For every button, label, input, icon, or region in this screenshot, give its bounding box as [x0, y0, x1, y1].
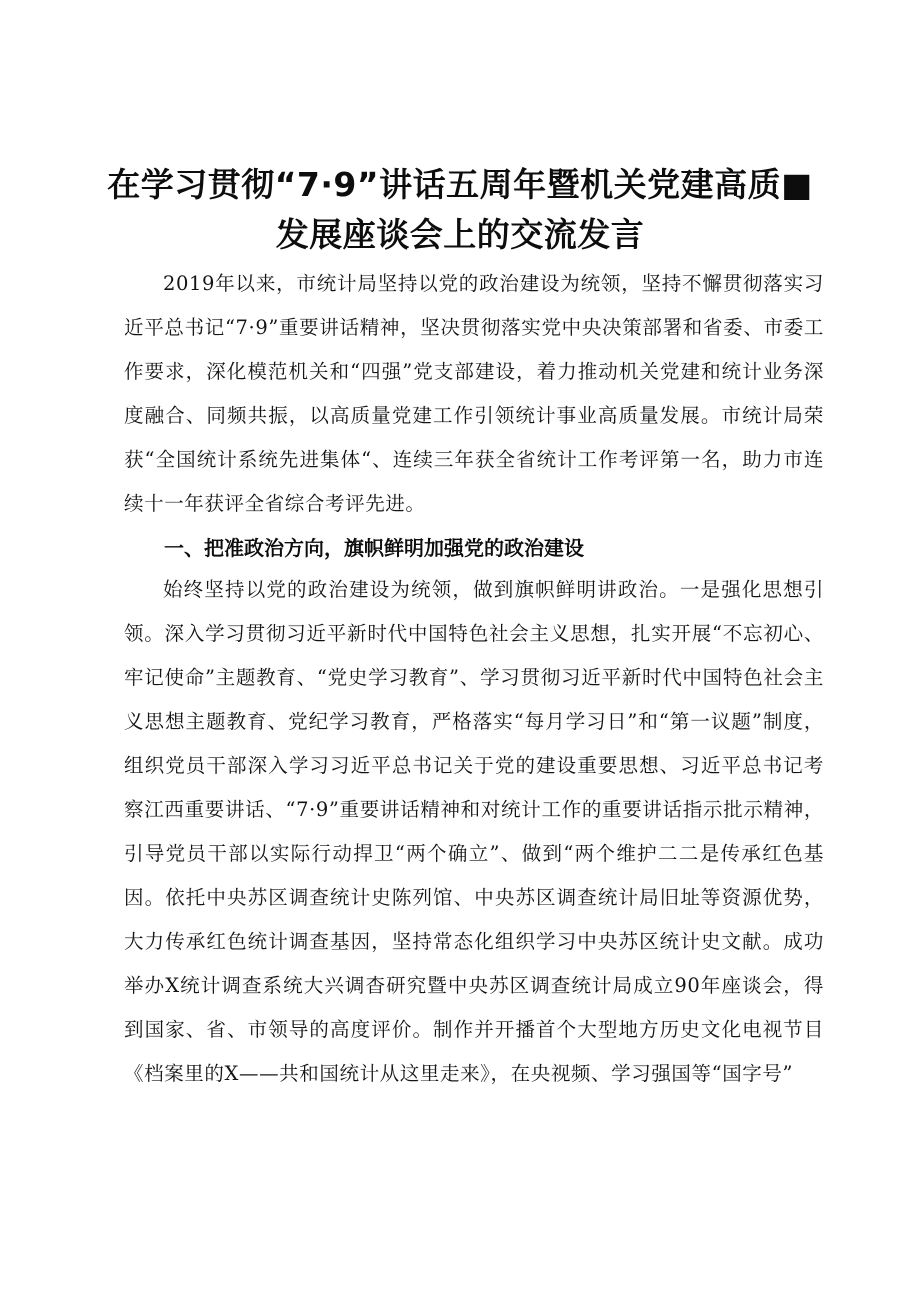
title-line-2: 发展座谈会上的交流发言 [275, 215, 645, 254]
section-heading-1: 一、把准政治方向，旗帜鲜明加强党的政治建设 [164, 536, 584, 560]
intro-paragraph: 2019年以来，市统计局坚持以党的政治建设为统领，坚持不懈贯彻落实习近平总书记“7·9”重要讲话精神，坚决贯彻落实党中央决策部署和省委、市委工作要求，深化模范机关和“四强”党支部建设，着力推动机关党建和统计业务深度融合、同频共振，以高质量党建工作引领统计事业高质量发展。市统计局荣获“全国统计系统先进集体“、连续三年获全省统计工作考评第一名，助力市连续十一年获评全省综合考评先进。 [124, 272, 824, 515]
title-line-1: 在学习贯彻“7·9”讲话五周年暨机关党建高质■ [107, 165, 813, 204]
section-1-paragraph: 始终坚持以党的政治建设为统领，做到旗帜鲜明讲政治。一是强化思想引领。深入学习贯彻习近平新时代中国特色社会主义思想，扎实开展“不忘初心、牢记使命”主题教育、“党史学习教育”、学习贯彻习近平新时代中国特色社会主义思想主题教育、党纪学习教育，严格落实“每月学习日”和“第一议题”制度，组织党员干部深入学习习近平总书记关于党的建设重要思想、习近平总书记考察江西重要讲话、“7·9”重要讲话精神和对统计工作的重要讲话指示批示精神，引导党员干部以实际行动捍卫“两个确立”、做到“两个维护二二是传承红色基因。依托中央苏区调查统计史陈列馆、中央苏区调查统计局旧址等资源优势，大力传承红色统计调查基因，坚持常态化组织学习中央苏区统计史文献。成功举办X统计调查系统大兴调杳研究暨中央苏区调查统计局成立90年座谈会，得到国家、省、市领导的高度评价。制作并开播首个大型地方历史文化电视节目《档案里的X——共和国统计从这里走来》，在央视频、学习强国等“国字号” [124, 578, 824, 1085]
document-title [100, 160, 820, 260]
